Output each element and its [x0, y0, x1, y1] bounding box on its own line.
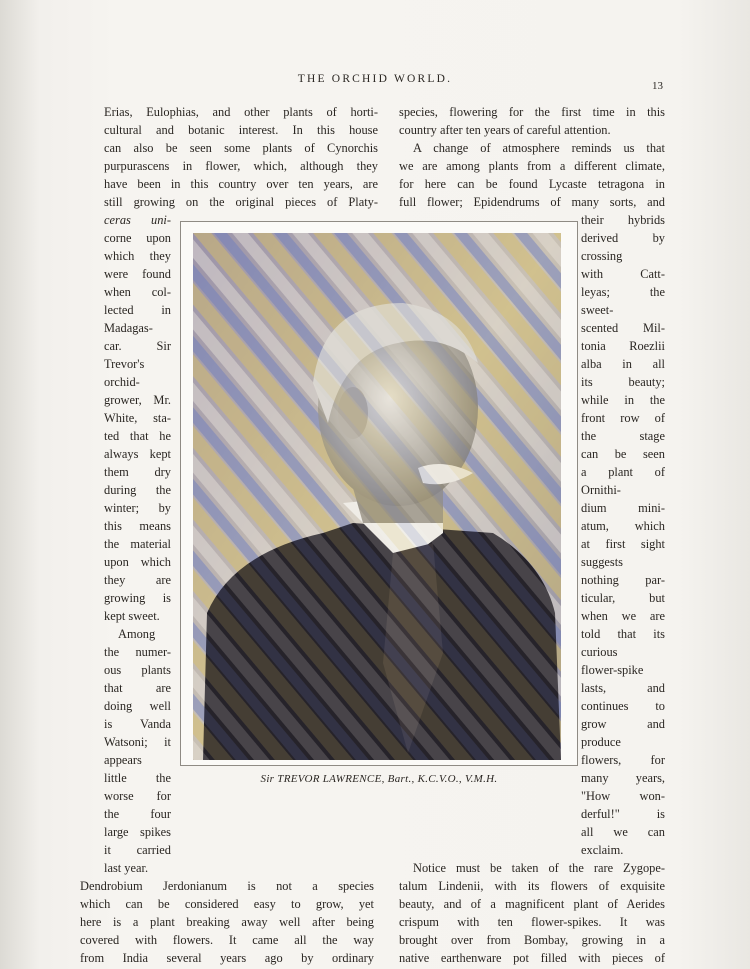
col2-top-line-6: full flower; Epidendrums of many sorts, and [399, 195, 665, 209]
narrow-right-line: told that its [581, 627, 665, 641]
narrow-right-line: dium mini- [581, 501, 665, 515]
col2-top-line-4: we are among plants from a different climate, [399, 159, 665, 173]
narrow-right-line: derived by [581, 231, 665, 245]
narrow-left-line: Trevor's [104, 357, 145, 371]
col1-top-line-1: Erias, Eulophias, and other plants of horti- [104, 105, 378, 119]
narrow-left-line: lected in [104, 303, 171, 317]
narrow-right-line: ticular, but [581, 591, 665, 605]
narrow-right-line: at first sight [581, 537, 665, 551]
narrow-left-line: they are [104, 573, 171, 587]
col2-top-line-2: country after ten years of careful attention. [399, 123, 611, 137]
portrait-photograph [193, 233, 561, 760]
narrow-left-line: appears [104, 753, 142, 767]
narrow-right-line: the stage [581, 429, 665, 443]
narrow-left-line: doing well [104, 699, 171, 713]
narrow-right-line: all we can [581, 825, 665, 839]
narrow-right-line: can be seen [581, 447, 665, 461]
narrow-left-line: that are [104, 681, 171, 695]
narrow-right-line: nothing par- [581, 573, 665, 587]
col1-top-line-3: can also be seen some plants of Cynorchis [104, 141, 378, 155]
narrow-left-line: them dry [104, 465, 171, 479]
narrow-left-line: large spikes [104, 825, 171, 839]
narrow-right-line: many years, [581, 771, 665, 785]
col1-top-line-6: still growing on the original pieces of Platy- [104, 195, 378, 209]
col2-bottom-line-4: crispum with ten flower-spikes. It was [399, 915, 665, 929]
narrow-left-line: this means [104, 519, 171, 533]
col2-bottom-line-3: beauty, and of a magnificent plant of Aerides [399, 897, 665, 911]
narrow-left-line: orchid- [104, 375, 140, 389]
narrow-right-line: lasts, and [581, 681, 665, 695]
narrow-left-line: last year. [104, 861, 149, 875]
narrow-right-line: alba in all [581, 357, 665, 371]
narrow-right-line: while in the [581, 393, 665, 407]
narrow-right-line: atum, which [581, 519, 665, 533]
narrow-left-line: White, sta- [104, 411, 171, 425]
narrow-left-line: the numer- [104, 645, 171, 659]
narrow-left-line: Among [118, 627, 156, 641]
narrow-left-line: Madagas- [104, 321, 153, 335]
narrow-left-line: corne upon [104, 231, 171, 245]
narrow-right-line: suggests [581, 555, 623, 569]
narrow-right-line: grow and [581, 717, 665, 731]
narrow-left-line: the material [104, 537, 171, 551]
narrow-left-line: the four [104, 807, 171, 821]
narrow-right-line: with Catt- [581, 267, 665, 281]
narrow-right-line: produce [581, 735, 621, 749]
narrow-left-line: little the [104, 771, 171, 785]
narrow-left-line: always kept [104, 447, 171, 461]
col2-top-line-3: A change of atmosphere reminds us that [413, 141, 665, 155]
narrow-left-line: during the [104, 483, 171, 497]
narrow-right-line: flower-spike [581, 663, 644, 677]
col1-bottom-line-3: here is a plant breaking away well after being [80, 915, 374, 929]
narrow-right-line: "How won- [581, 789, 665, 803]
narrow-right-line: tonia Roezlii [581, 339, 665, 353]
narrow-left-line: kept sweet. [104, 609, 160, 623]
narrow-left-line: car. Sir [104, 339, 171, 353]
narrow-left-line: ted that he [104, 429, 171, 443]
col1-bottom-line-2: which can be considered easy to grow, yet [80, 897, 374, 911]
narrow-left-line: grower, Mr. [104, 393, 171, 407]
narrow-right-line: sweet- [581, 303, 614, 317]
narrow-left-line: which they [104, 249, 171, 263]
narrow-right-line: derful!" is [581, 807, 665, 821]
narrow-left-line: were found [104, 267, 171, 281]
running-head: THE ORCHID WORLD. [297, 73, 453, 85]
narrow-left-line: growing is [104, 591, 171, 605]
narrow-right-line: front row of [581, 411, 665, 425]
col2-top-line-1: species, flowering for the first time in this [399, 105, 665, 119]
narrow-right-line: continues to [581, 699, 665, 713]
col1-top-line-5: have been in this country over ten years, are [104, 177, 378, 191]
narrow-left-line: ous plants [104, 663, 171, 677]
narrow-right-line: crossing [581, 249, 623, 263]
col2-bottom-line-6: native earthenware pot filled with pieces of [399, 951, 665, 965]
narrow-right-line: exclaim. [581, 843, 624, 857]
narrow-right-line: a plant of [581, 465, 665, 479]
col2-top-line-5: for here can be found Lycaste tetragona in [399, 177, 665, 191]
narrow-right-line: scented Mil- [581, 321, 665, 335]
narrow-right-line: Ornithi- [581, 483, 621, 497]
col1-top-line-2: cultural and botanic interest. In this house [104, 123, 378, 137]
col2-bottom-line-5: brought over from Bombay, growing in a [399, 933, 665, 947]
narrow-left-line: is Vanda [104, 717, 171, 731]
narrow-left-line: when col- [104, 285, 171, 299]
figure-caption: Sir TREVOR LAWRENCE, Bart., K.C.V.O., V.M.H. [260, 773, 498, 785]
narrow-left-line: upon which [104, 555, 171, 569]
col2-bottom-line-1: Notice must be taken of the rare Zygope- [413, 861, 665, 875]
narrow-left-line: worse for [104, 789, 171, 803]
col2-bottom-line-2: talum Lindenii, with its flowers of exquisite [399, 879, 665, 893]
narrow-right-line: leyas; the [581, 285, 665, 299]
narrow-left-line: Watsoni; it [104, 735, 171, 749]
narrow-right-line: when we are [581, 609, 665, 623]
narrow-right-line: its beauty; [581, 375, 665, 389]
narrow-right-line: their hybrids [581, 213, 665, 227]
narrow-right-line: curious [581, 645, 618, 659]
narrow-right-line: flowers, for [581, 753, 665, 767]
narrow-left-line: ceras uni- [104, 213, 171, 227]
narrow-left-line: it carried [104, 843, 171, 857]
page-number: 13 [652, 80, 663, 92]
narrow-left-line: winter; by [104, 501, 171, 515]
col1-bottom-line-5: from India several years ago by ordinary [80, 951, 374, 965]
col1-bottom-line-1: Dendrobium Jerdonianum is not a species [80, 879, 374, 893]
col1-top-line-4: purpurascens in flower, which, although they [104, 159, 378, 173]
col1-bottom-line-4: covered with flowers. It came all the way [80, 933, 374, 947]
